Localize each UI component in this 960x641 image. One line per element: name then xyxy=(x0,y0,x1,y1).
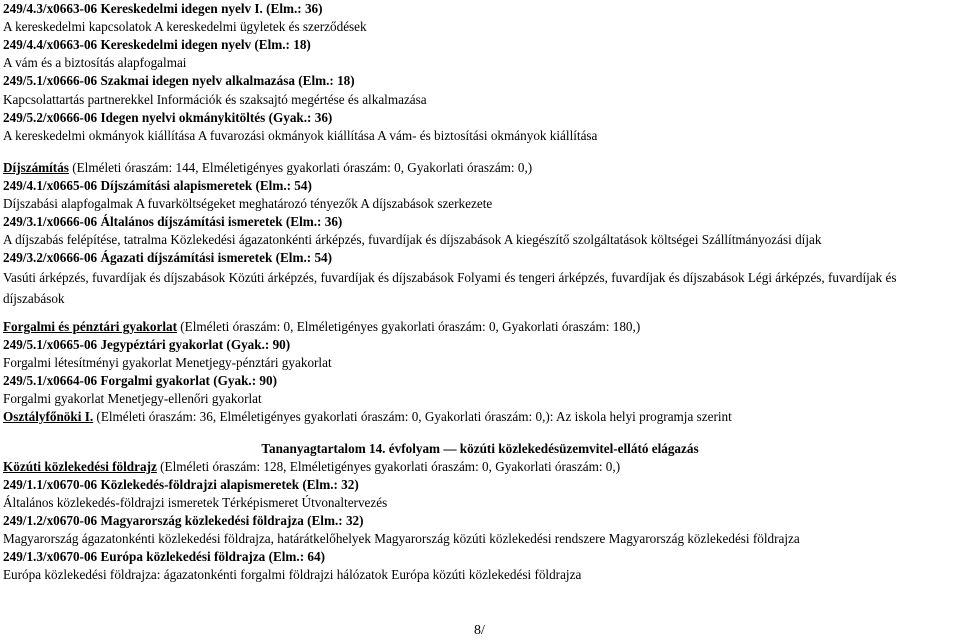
module-content: Európa közlekedési földrajza: ágazatonkénti forgalmi földrajzi hálózatok Európa közúti közlekedési földrajza xyxy=(3,567,582,582)
subject-hours: (Elméleti óraszám: 0, Elméletigényes gyakorlati óraszám: 0, Gyakorlati óraszám: 180,) xyxy=(176,319,641,334)
module-heading: 249/4.3/x0663-06 Kereskedelmi idegen nyelv I. (Elm.: 36) xyxy=(3,1,323,16)
module-content: Vasúti árképzés, fuvardíjak és díjszabások Közúti árképzés, fuvardíjak és díjszabások Folyami és tengeri árképzés, fuvardíjak és díjszabások Légi árképzés, fuvardíjak és díjszabások xyxy=(3,270,897,306)
module-content: Forgalmi gyakorlat Menetjegy-ellenőri gyakorlat xyxy=(3,391,262,406)
subject-heading xyxy=(3,318,957,336)
module-heading: 249/1.1/x0670-06 Közlekedés-földrajzi alapismeretek (Elm.: 32) xyxy=(3,477,359,492)
subject-name: Díjszámítás xyxy=(3,160,69,175)
subject-heading xyxy=(3,159,957,177)
module-heading: 249/5.1/x0664-06 Forgalmi gyakorlat (Gyak.: 90) xyxy=(3,373,277,388)
subject-name: Közúti közlekedési földrajz xyxy=(3,459,157,474)
subject-name: Osztályfőnöki I. xyxy=(3,409,94,424)
subject-hours: (Elméleti óraszám: 144, Elméletigényes gyakorlati óraszám: 0, Gyakorlati óraszám: 0,) xyxy=(68,160,533,175)
module-content: A kereskedelmi kapcsolatok A kereskedelmi ügyletek és szerződések xyxy=(3,19,367,34)
subject-heading xyxy=(3,408,957,426)
module-heading: 249/1.2/x0670-06 Magyarország közlekedési földrajza (Elm.: 32) xyxy=(3,513,364,528)
module-heading: 249/4.4/x0663-06 Kereskedelmi idegen nyelv (Elm.: 18) xyxy=(3,37,311,52)
module-content: Forgalmi létesítményi gyakorlat Menetjegy-pénztári gyakorlat xyxy=(3,355,332,370)
module-content: Díjszabási alapfogalmak A fuvarköltségeket meghatározó tényezők A díjszabások szerkezete xyxy=(3,196,493,211)
page-number: 8/ xyxy=(474,623,485,638)
module-content: Kapcsolattartás partnerekkel Információk és szaksajtó megértése és alkalmazása xyxy=(3,92,427,107)
module-content: A kereskedelmi okmányok kiállítása A fuvarozási okmányok kiállítása A vám- és biztosítási okmányok kiállítása xyxy=(3,128,598,143)
module-content: A díjszabás felépítése, tatralma Közlekedési ágazatonkénti árképzés, fuvardíjak és díjszabások A kiegészítő szolgáltatások költségei Szállítmányozási díjak xyxy=(3,232,822,247)
module-heading: 249/4.1/x0665-06 Díjszámítási alapismeretek (Elm.: 54) xyxy=(3,178,312,193)
module-heading: 249/5.1/x0666-06 Szakmai idegen nyelv alkalmazása (Elm.: 18) xyxy=(3,73,355,88)
subject-name: Forgalmi és pénztári gyakorlat xyxy=(3,319,177,334)
module-content: A vám és a biztosítás alapfogalmai xyxy=(3,55,187,70)
subject-hours: (Elméleti óraszám: 128, Elméletigényes gyakorlati óraszám: 0, Gyakorlati óraszám: 0,) xyxy=(156,459,621,474)
module-heading: 249/5.2/x0666-06 Idegen nyelvi okmánykitöltés (Gyak.: 36) xyxy=(3,110,333,125)
subject-heading xyxy=(3,458,957,476)
module-heading: 249/1.3/x0670-06 Európa közlekedési földrajza (Elm.: 64) xyxy=(3,549,325,564)
subject-hours: (Elméleti óraszám: 36, Elméletigényes gyakorlati óraszám: 0, Gyakorlati óraszám: 0,): Az iskola helyi programja szerint xyxy=(93,409,732,424)
module-heading: 249/5.1/x0665-06 Jegypéztári gyakorlat (Gyak.: 90) xyxy=(3,337,291,352)
section-title: Tananyagtartalom 14. évfolyam — közúti közlekedésüzemvitel-ellátó elágazás xyxy=(261,441,699,456)
module-heading: 249/3.2/x0666-06 Ágazati díjszámítási ismeretek (Elm.: 54) xyxy=(3,250,333,265)
module-content: Magyarország ágazatonkénti közlekedési földrajza, határátkelőhelyek Magyarország közúti közlekedési rendszere Magyarország közlekedési földrajza xyxy=(3,531,800,546)
module-content: Általános közlekedés-földrajzi ismeretek Térképismeret Útvonaltervezés xyxy=(3,495,388,510)
module-heading: 249/3.1/x0666-06 Általános díjszámítási ismeretek (Elm.: 36) xyxy=(3,214,343,229)
